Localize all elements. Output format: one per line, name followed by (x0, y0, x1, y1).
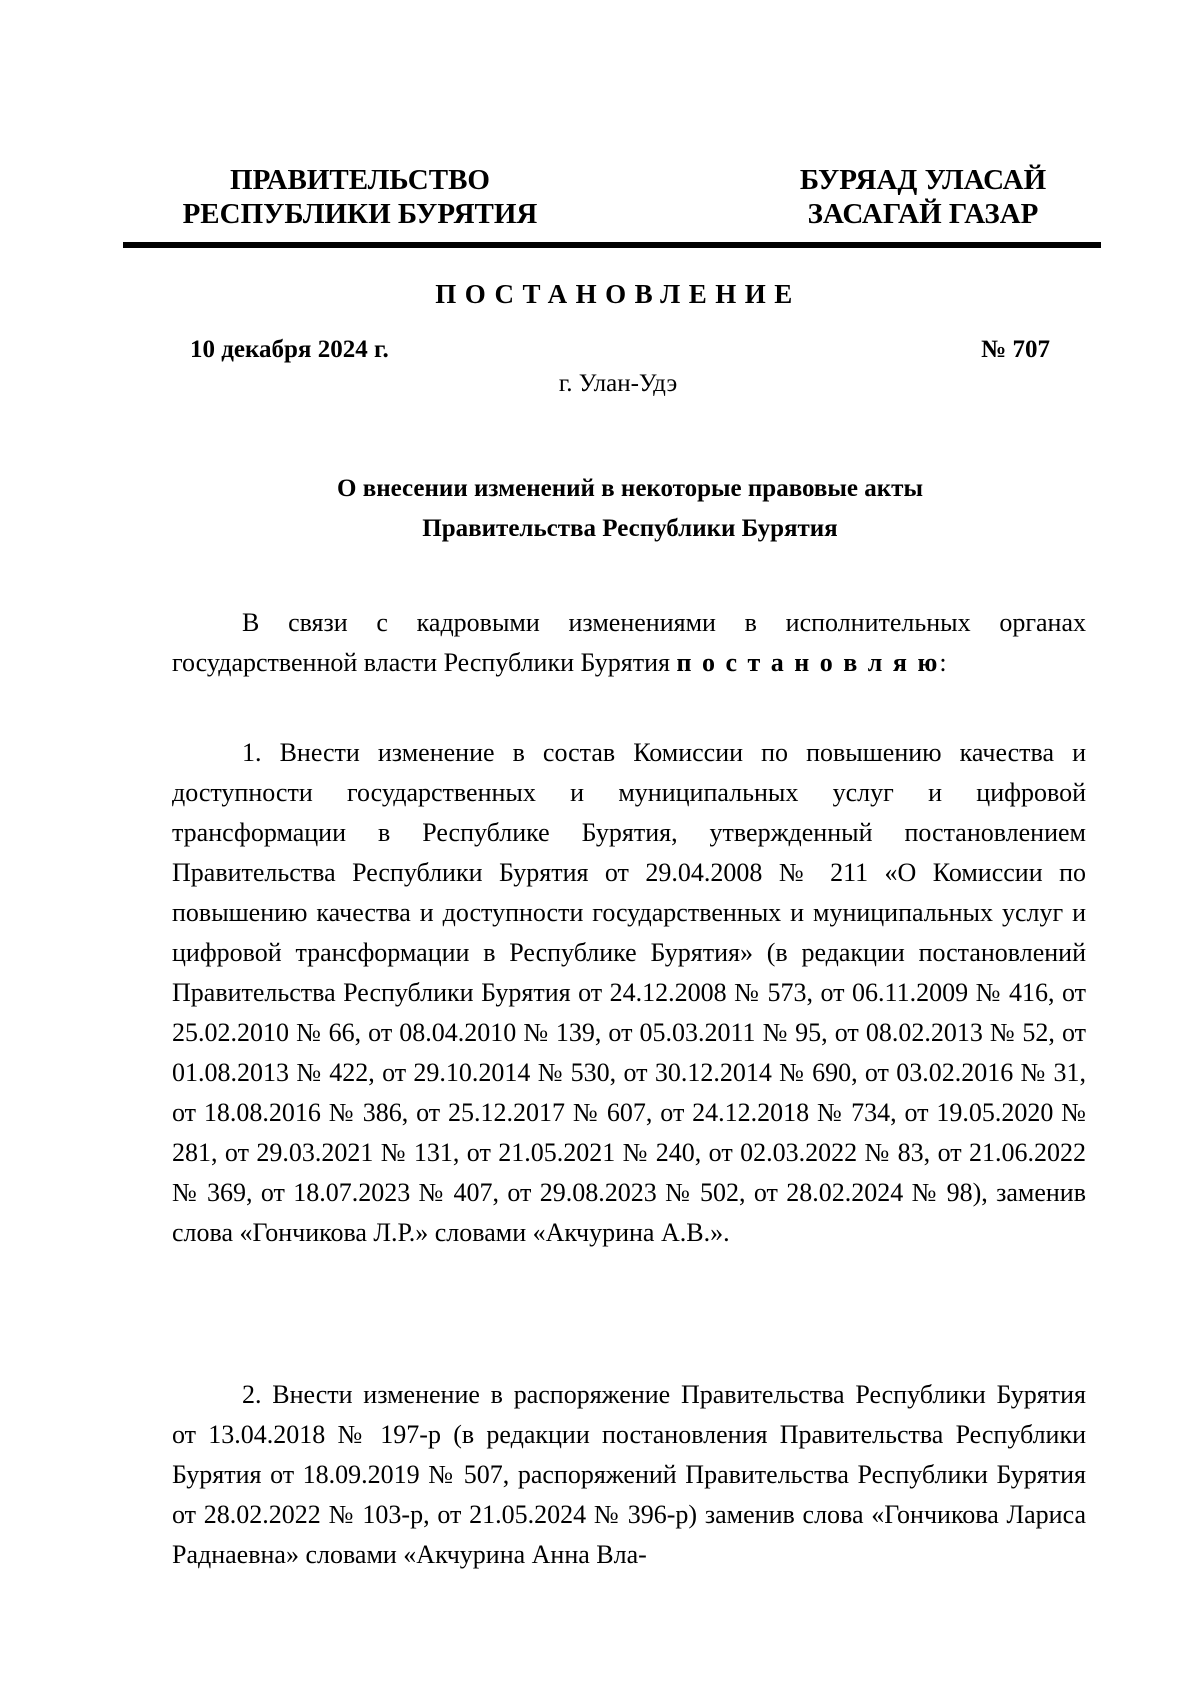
decree-word: п о с т а н о в л я ю (676, 648, 940, 677)
intro-text: В связи с кадровыми изменениями в исполнительных органах государственной власти Республики Бурятия (172, 608, 1086, 677)
intro-text-block (172, 603, 1086, 683)
clause-2 (172, 1375, 1086, 1575)
issuer-line-2: РЕСПУБЛИКИ БУРЯТИЯ (182, 198, 538, 230)
title-line-2: Правительства Республики Бурятия (422, 515, 838, 542)
issuer-line-1: ПРАВИТЕЛЬСТВО (230, 164, 490, 196)
clause-1-text: 1. Внести изменение в состав Комиссии по повышению качества и доступности государственных и муниципальных услуг и цифровой трансформации в Республике Бурятия, утвержденный постановлением Правительства Республики Бурятия от 29.04.2008 № 211 «О Комиссии по повышению качества и доступности государственных и муниципальных услуг и цифровой трансформации в Республике Бурятия» (в редакции постановлений Правительства Республики Бурятия от 24.12.2008 № 573, от 06.11.2009 № 416, от 25.02.2010 № 66, от 08.04.2010 № 139, от 05.03.2011 № 95, от 08.02.2013 № 52, от 01.08.2013 № 422, от 29.10.2014 № 530, от 30.12.2014 № 690, от 03.02.2016 № 31, от 18.08.2016 № 386, от 25.12.2017 № 607, от 24.12.2018 № 734, от 19.05.2020 № 281, от 29.03.2021 № 131, от 21.05.2021 № 240, от 02.03.2022 № 83, от 21.06.2022 № 369, от 18.07.2023 № 407, от 29.08.2023 № 502, от 28.02.2024 № 98), заменив слова «Гончикова Л.Р.» словами «Акчурина А.В.». (172, 738, 1086, 1247)
intro-end: : (939, 648, 947, 677)
document-date: 10 декабря 2024 г. (190, 336, 389, 363)
issuer-name-buryat (723, 163, 1123, 231)
clause-1 (172, 733, 1086, 1253)
document-number: № 707 (981, 336, 1050, 363)
issuer-buryat-line-1: БУРЯАД УЛАСАЙ (799, 164, 1047, 196)
clause-2-text: 2. Внести изменение в распоряжение Правительства Республики Бурятия от 13.04.2018 № 197-р (в редакции постановления Правительства Республики Бурятия от 18.09.2019 № 507, распоряжений Правительства Республики Бурятия от 28.02.2022 № 103-р, от 21.05.2024 № 396-р) заменив слова «Гончикова Лариса Раднаевна» словами «Акчурина Анна Вла- (172, 1380, 1086, 1569)
intro-paragraph (172, 603, 1086, 683)
issuer-name-russian (160, 163, 560, 231)
document-type: ПОСТАНОВЛЕНИЕ (435, 279, 801, 309)
issuer-buryat-line-2: ЗАСАГАЙ ГАЗАР (807, 198, 1039, 230)
document-title (240, 469, 1020, 549)
header-divider (123, 242, 1101, 248)
document-city: г. Улан-Удэ (558, 370, 678, 397)
title-line-1: О внесении изменений в некоторые правовые акты (337, 475, 923, 502)
